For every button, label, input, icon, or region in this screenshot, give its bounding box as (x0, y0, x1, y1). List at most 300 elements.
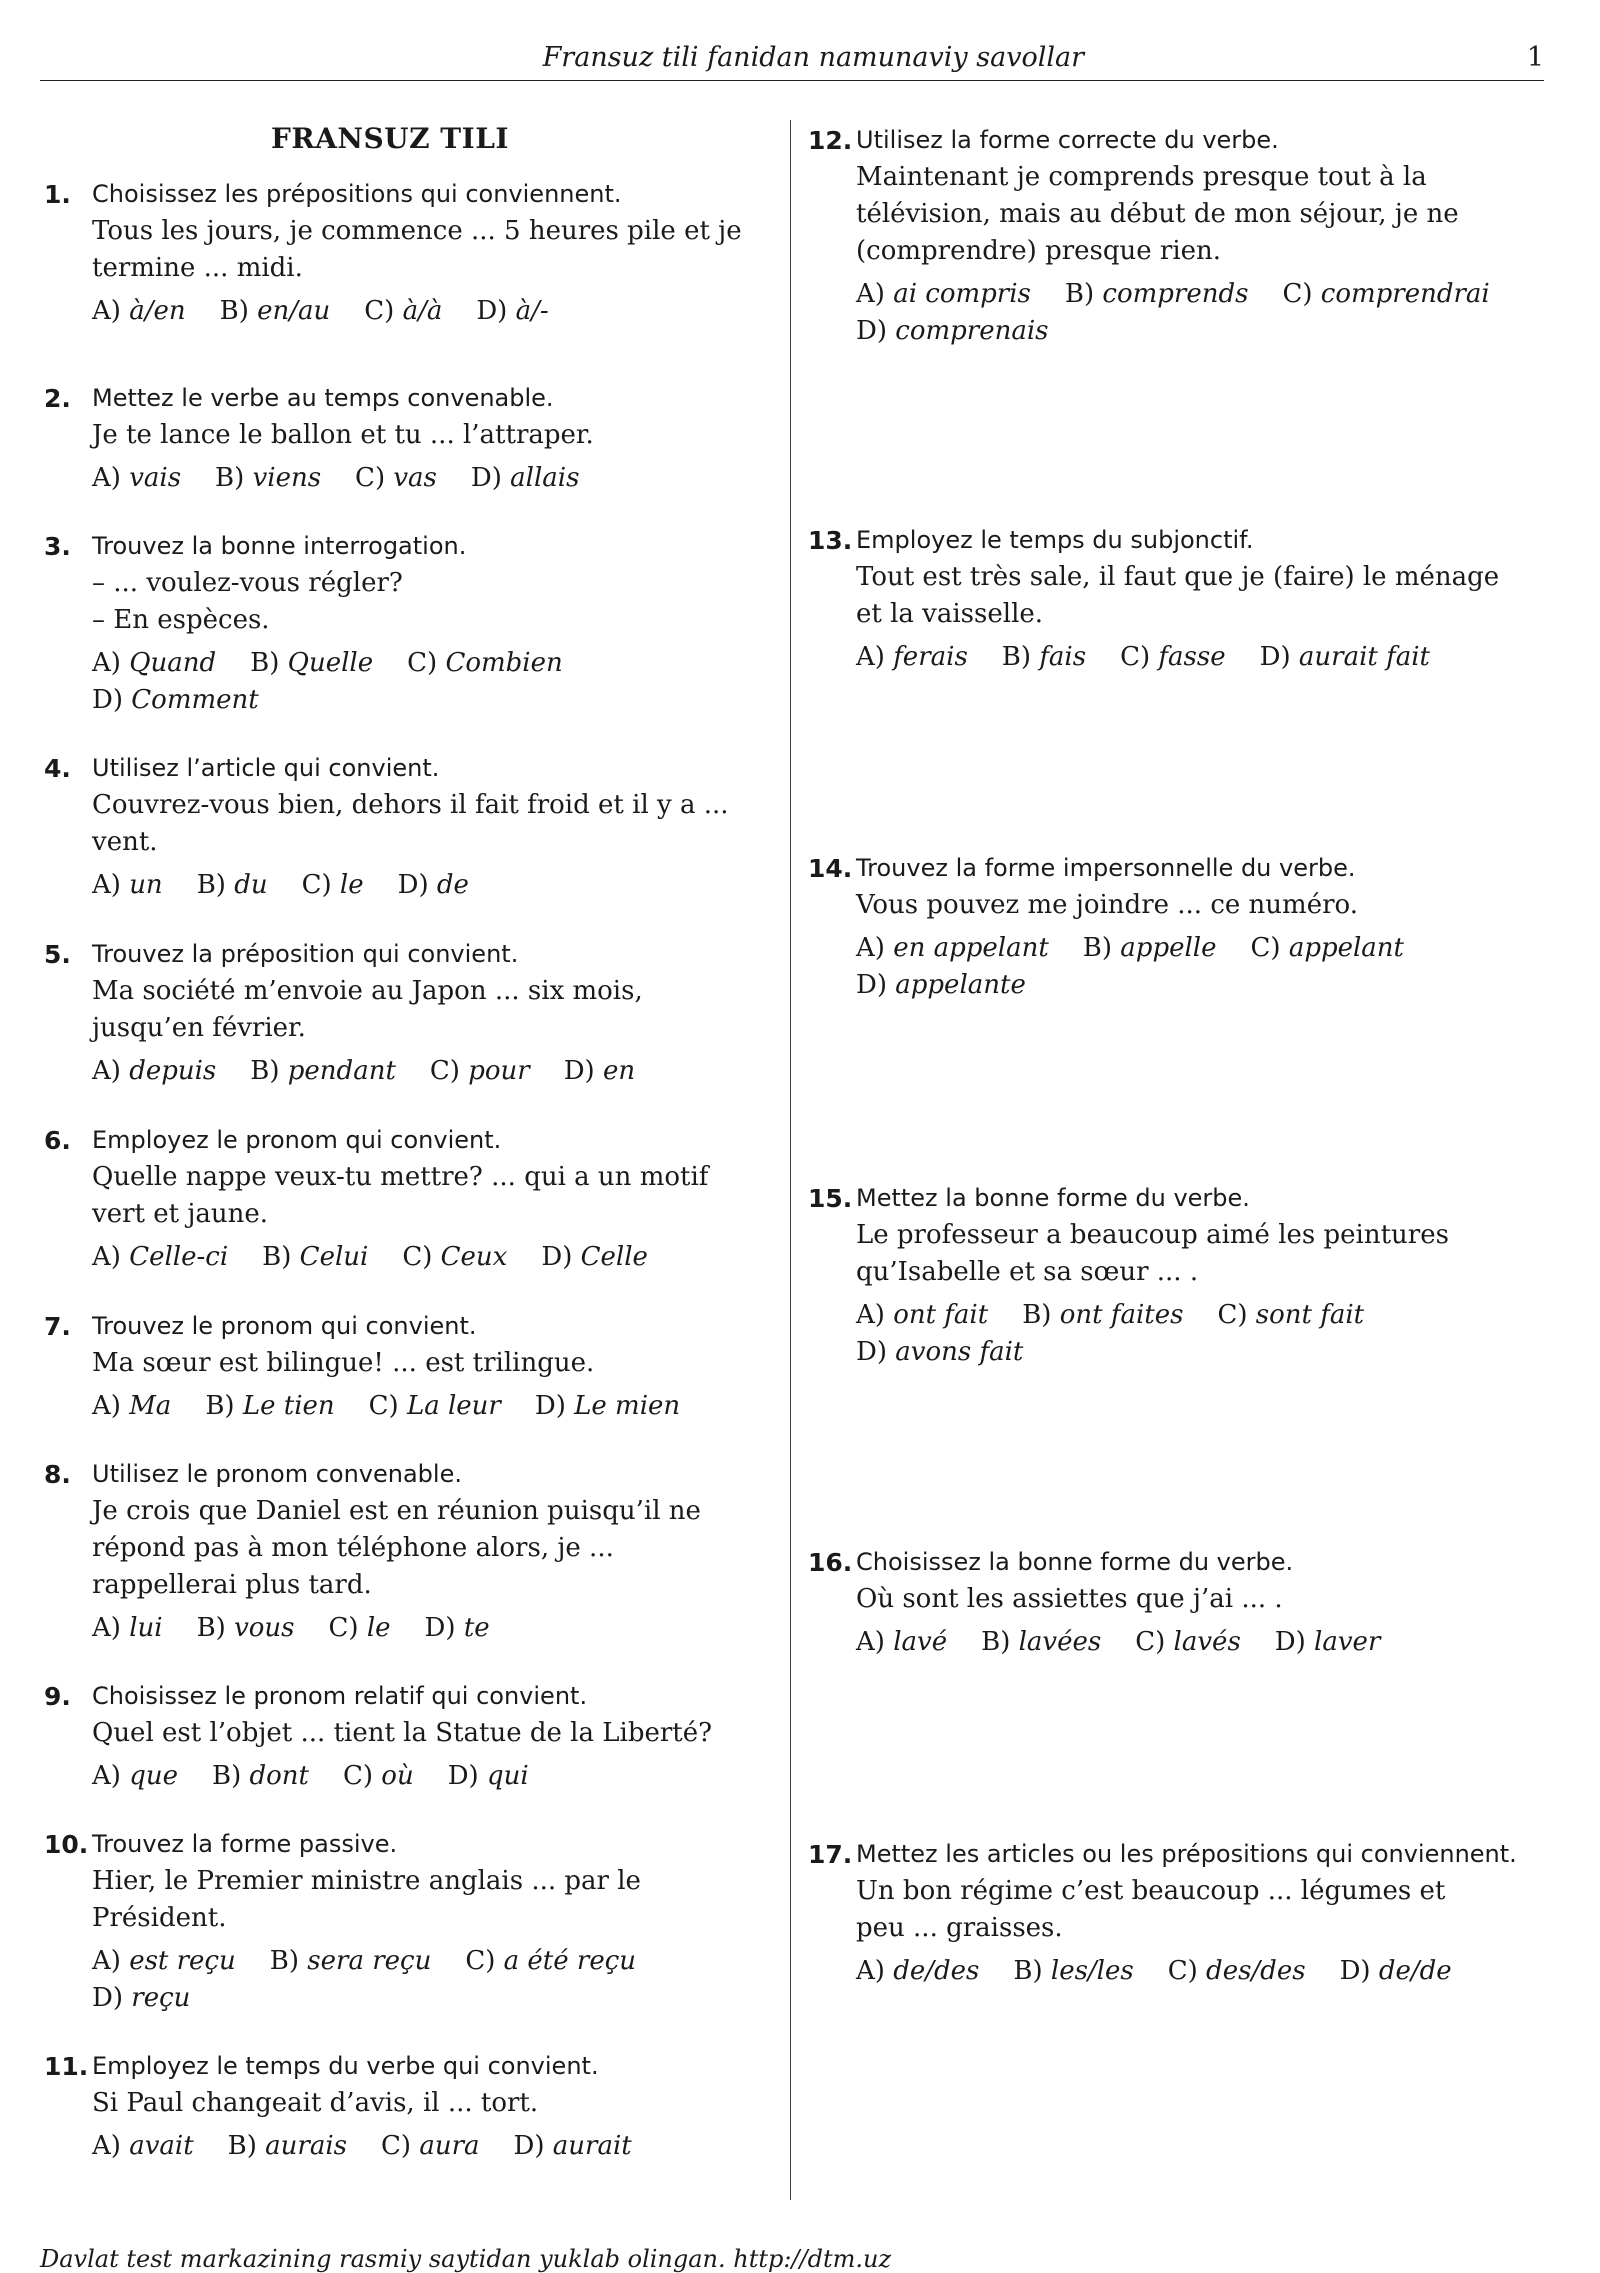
question-text-line: – En espèces. (92, 605, 270, 635)
option-value: Le tien (242, 1391, 335, 1421)
option-letter: D) (534, 1391, 575, 1421)
answer-option[interactable] (228, 2128, 347, 2165)
answer-option[interactable] (564, 1053, 635, 1090)
option-letter: D) (470, 463, 511, 493)
answer-option[interactable] (856, 313, 1049, 350)
answer-option[interactable] (407, 645, 563, 682)
option-value: Celle-ci (129, 1242, 229, 1272)
question-text-line: Si Paul changeait d’avis, il ... tort. (92, 2088, 539, 2118)
question (44, 2048, 744, 2165)
question-text-line: Quelle nappe veux-tu mettre? ... qui a un motif (92, 1162, 709, 1192)
question-number: 1. (44, 180, 71, 209)
option-value: lavées (1018, 1627, 1102, 1657)
answer-option[interactable] (92, 645, 216, 682)
option-letter: C) (402, 1242, 441, 1272)
option-value: sera reçu (307, 1946, 432, 1976)
answer-option[interactable] (302, 867, 364, 904)
question (44, 528, 744, 719)
option-letter: D) (397, 870, 437, 900)
answer-option[interactable] (514, 2128, 632, 2165)
option-letter: B) (250, 1056, 288, 1086)
question-instruction: Employez le temps du verbe qui convient. (92, 2052, 599, 2080)
question-text-line: Maintenant je comprends presque tout à la (856, 162, 1427, 192)
page-number: 1 (1526, 42, 1544, 73)
answer-option[interactable] (197, 867, 268, 904)
option-value: allais (510, 463, 580, 493)
question-text-line: et la vaisselle. (856, 599, 1044, 629)
option-value: Celui (299, 1242, 369, 1272)
option-letter: B) (196, 1613, 235, 1643)
option-value: Combien (445, 648, 563, 678)
option-value: avait (129, 2131, 194, 2161)
option-letter: D) (856, 316, 896, 346)
option-letter: B) (205, 1391, 243, 1421)
option-letter: C) (368, 1391, 407, 1421)
answer-option[interactable] (1168, 1953, 1306, 1990)
question-text-line: (comprendre) presque rien. (856, 236, 1222, 266)
question-text (92, 1863, 744, 1937)
question-number: 12. (808, 126, 853, 155)
question-instruction: Utilisez l’article qui convient. (92, 754, 440, 782)
answer-option[interactable] (856, 1334, 1023, 1371)
question-text-line: Tout est très sale, il faut que je (faire) le ménage (856, 562, 1500, 592)
question-instruction: Mettez la bonne forme du verbe. (856, 1184, 1250, 1212)
option-letter: A) (856, 1627, 894, 1657)
footer-note: Davlat test markazining rasmiy saytidan yuklab olingan. http://dtm.uz (40, 2245, 892, 2273)
answer-option[interactable] (856, 967, 1026, 1004)
answer-options (92, 645, 744, 719)
answer-option[interactable] (1135, 1624, 1241, 1661)
option-letter: A) (856, 279, 894, 309)
answer-option[interactable] (197, 1610, 295, 1647)
question (808, 1544, 1548, 1661)
option-value: des/des (1206, 1956, 1306, 1986)
option-value: ont fait (893, 1300, 989, 1330)
option-letter: A) (92, 1056, 130, 1086)
option-value: le (366, 1613, 391, 1643)
option-letter: A) (856, 642, 894, 672)
answer-option[interactable] (856, 639, 968, 676)
answer-option[interactable] (92, 867, 163, 904)
option-value: fasse (1158, 642, 1226, 672)
answer-option[interactable] (856, 1624, 947, 1661)
option-value: aurait fait (1298, 642, 1430, 672)
option-letter: A) (856, 1956, 894, 1986)
question-instruction: Employez le temps du subjonctif. (856, 526, 1254, 554)
question-number: 16. (808, 1548, 853, 1577)
answer-option[interactable] (465, 1943, 636, 1980)
answer-option[interactable] (471, 460, 580, 497)
option-value: où (381, 1761, 414, 1791)
option-value: Ma (129, 1391, 172, 1421)
option-letter: A) (856, 933, 894, 963)
answer-options (92, 1239, 744, 1276)
question-instruction: Choisissez le pronom relatif qui convient. (92, 1682, 588, 1710)
question (44, 750, 744, 904)
option-value: en appelant (893, 933, 1049, 963)
answer-options (856, 1624, 1548, 1661)
answer-option[interactable] (856, 1953, 979, 1990)
question-number: 14. (808, 854, 853, 883)
answer-option[interactable] (355, 460, 437, 497)
option-letter: A) (92, 463, 130, 493)
option-letter: D) (92, 685, 132, 715)
option-letter: C) (465, 1946, 504, 1976)
question-text (92, 213, 744, 287)
option-value: de/de (1378, 1956, 1452, 1986)
option-letter: B) (211, 1761, 250, 1791)
option-letter: A) (92, 648, 130, 678)
question-text (856, 1581, 1548, 1618)
answer-option[interactable] (92, 293, 186, 330)
answer-option[interactable] (981, 1624, 1101, 1661)
option-letter: C) (364, 296, 403, 326)
column-divider (790, 120, 791, 2200)
question-text (856, 159, 1548, 270)
answer-option[interactable] (343, 1758, 414, 1795)
answer-options (92, 1053, 744, 1090)
option-value: Comment (131, 685, 259, 715)
option-value: Quand (129, 648, 217, 678)
answer-option[interactable] (402, 1239, 507, 1276)
question-text (856, 1217, 1548, 1291)
header-title: Fransuz tili fanidan namunaviy savollar (542, 42, 1084, 73)
answer-option[interactable] (92, 1943, 236, 1980)
option-letter: C) (1217, 1300, 1256, 1330)
question-number: 6. (44, 1126, 71, 1155)
question-text-line: Ma sœur est bilingue! ... est trilingue. (92, 1348, 595, 1378)
question-text-line: Vous pouvez me joindre ... ce numéro. (856, 890, 1358, 920)
answer-option[interactable] (262, 1239, 368, 1276)
answer-option[interactable] (92, 460, 181, 497)
answer-options (92, 1758, 744, 1795)
question-number: 8. (44, 1460, 71, 1489)
question-text-line: Tous les jours, je commence ... 5 heures pile et je (92, 216, 742, 246)
option-value: appelant (1288, 933, 1404, 963)
option-value: appelle (1120, 933, 1217, 963)
answer-options (856, 1953, 1548, 1990)
answer-option[interactable] (381, 2128, 480, 2165)
answer-option[interactable] (92, 2128, 194, 2165)
option-value: vais (129, 463, 182, 493)
option-value: du (234, 870, 268, 900)
option-value: appelante (895, 970, 1026, 1000)
answer-option[interactable] (212, 1758, 309, 1795)
question-instruction: Mettez le verbe au temps convenable. (92, 384, 554, 412)
question-number: 11. (44, 2052, 89, 2081)
option-value: sont fait (1255, 1300, 1365, 1330)
option-letter: C) (301, 870, 340, 900)
option-value: La leur (406, 1391, 501, 1421)
answer-option[interactable] (205, 1388, 334, 1425)
option-value: comprends (1102, 279, 1249, 309)
question (808, 1836, 1548, 1990)
answer-option[interactable] (364, 293, 442, 330)
question-text (856, 1873, 1548, 1947)
option-value: laver (1314, 1627, 1381, 1657)
option-letter: D) (856, 1337, 896, 1367)
answer-option[interactable] (1013, 1953, 1133, 1990)
answer-option[interactable] (1282, 276, 1489, 313)
question-text-line: Je te lance le ballon et tu ... l’attraper. (92, 420, 594, 450)
option-letter: D) (92, 1983, 132, 2013)
page-header (40, 42, 1544, 80)
question-text-line: vent. (92, 827, 158, 857)
question (44, 380, 744, 497)
option-letter: C) (1120, 642, 1159, 672)
question-text-line: peu ... graisses. (856, 1913, 1063, 1943)
question-text-line: qu’Isabelle et sa sœur ... . (856, 1257, 1199, 1287)
answer-option[interactable] (856, 276, 1031, 313)
answer-option[interactable] (215, 460, 321, 497)
question-text-line: Hier, le Premier ministre anglais ... par le (92, 1866, 641, 1896)
answer-options (92, 1388, 744, 1425)
option-letter: B) (196, 870, 235, 900)
question-number: 17. (808, 1840, 853, 1869)
question-instruction: Trouvez le pronom qui convient. (92, 1312, 477, 1340)
option-letter: D) (1274, 1627, 1315, 1657)
option-letter: D) (424, 1613, 464, 1643)
option-value: depuis (129, 1056, 217, 1086)
option-value: que (129, 1761, 178, 1791)
option-letter: B) (1022, 1300, 1060, 1330)
option-value: comprendrai (1320, 279, 1490, 309)
question (44, 1122, 744, 1276)
answer-option[interactable] (92, 1610, 163, 1647)
option-letter: A) (92, 1946, 130, 1976)
question-text-line: Je crois que Daniel est en réunion puisqu’il ne (92, 1496, 701, 1526)
option-letter: D) (1259, 642, 1299, 672)
answer-option[interactable] (448, 1758, 529, 1795)
option-letter: B) (1082, 933, 1121, 963)
option-letter: D) (513, 2131, 553, 2161)
option-value: lavés (1173, 1627, 1241, 1657)
answer-options (856, 930, 1548, 1004)
answer-options (92, 460, 744, 497)
answer-option[interactable] (270, 1943, 432, 1980)
answer-option[interactable] (476, 293, 548, 330)
question-text (92, 1345, 744, 1382)
option-letter: C) (429, 1056, 469, 1086)
question-instruction: Trouvez la préposition qui convient. (92, 940, 519, 968)
option-letter: C) (1250, 933, 1289, 963)
question (44, 1308, 744, 1425)
answer-options (856, 276, 1548, 350)
question-number: 4. (44, 754, 71, 783)
answer-option[interactable] (92, 1239, 228, 1276)
section-title: FRANSUZ TILI (270, 122, 509, 155)
answer-option[interactable] (1217, 1297, 1364, 1334)
answer-option[interactable] (92, 1980, 190, 2017)
option-letter: C) (1282, 279, 1321, 309)
question-number: 5. (44, 940, 71, 969)
question-text (92, 565, 744, 639)
question-instruction: Trouvez la bonne interrogation. (92, 532, 467, 560)
answer-options (856, 639, 1548, 676)
question-instruction: Employez le pronom qui convient. (92, 1126, 502, 1154)
question (44, 1678, 744, 1795)
option-value: les/les (1050, 1956, 1134, 1986)
answer-option[interactable] (1340, 1953, 1452, 1990)
option-value: est reçu (129, 1946, 236, 1976)
option-value: pendant (287, 1056, 396, 1086)
question-text-line: Couvrez-vous bien, dehors il fait froid et il y a ... (92, 790, 729, 820)
option-value: Le mien (574, 1391, 681, 1421)
question-text (92, 973, 744, 1047)
question-text-line: Où sont les assiettes que j’ai ... . (856, 1584, 1283, 1614)
question-instruction: Choisissez les prépositions qui conviennent. (92, 180, 622, 208)
option-value: en (602, 1056, 636, 1086)
question-number: 3. (44, 532, 71, 561)
option-letter: B) (1064, 279, 1103, 309)
answer-option[interactable] (1275, 1624, 1381, 1661)
question-number: 7. (44, 1312, 71, 1341)
question-number: 15. (808, 1184, 853, 1213)
option-letter: A) (92, 870, 130, 900)
option-value: à/- (515, 296, 549, 326)
option-value: pour (468, 1056, 530, 1086)
answer-option[interactable] (220, 293, 331, 330)
question-text (856, 559, 1548, 633)
question-number: 9. (44, 1682, 71, 1711)
option-letter: A) (92, 1242, 130, 1272)
option-value: lavé (893, 1627, 948, 1657)
option-value: à/en (129, 296, 186, 326)
answer-option[interactable] (535, 1388, 680, 1425)
answer-option[interactable] (398, 867, 469, 904)
answer-option[interactable] (250, 645, 373, 682)
option-value: en/au (257, 296, 331, 326)
option-letter: D) (447, 1761, 487, 1791)
question-text-line: jusqu’en février. (92, 1013, 306, 1043)
answer-option[interactable] (425, 1610, 490, 1647)
option-value: ai compris (893, 279, 1031, 309)
option-letter: D) (856, 970, 896, 1000)
option-letter: A) (92, 1613, 130, 1643)
answer-option[interactable] (541, 1239, 648, 1276)
answer-option[interactable] (1260, 639, 1430, 676)
answer-option[interactable] (856, 930, 1049, 967)
question-text-line: vert et jaune. (92, 1199, 269, 1229)
option-value: Ceux (440, 1242, 508, 1272)
option-value: aurait (552, 2131, 632, 2161)
option-letter: B) (262, 1242, 300, 1272)
answer-option[interactable] (430, 1053, 530, 1090)
answer-option[interactable] (1022, 1297, 1183, 1334)
option-value: vas (393, 463, 437, 493)
option-value: lui (129, 1613, 163, 1643)
answer-option[interactable] (856, 1297, 988, 1334)
option-value: aurais (265, 2131, 348, 2161)
answer-options (92, 293, 744, 330)
option-letter: A) (92, 1391, 130, 1421)
question-text (92, 417, 744, 454)
option-letter: A) (856, 1300, 894, 1330)
option-value: qui (486, 1761, 529, 1791)
option-value: Celle (580, 1242, 648, 1272)
answer-options (92, 867, 744, 904)
answer-options (856, 1297, 1548, 1371)
question (808, 850, 1548, 1004)
option-letter: B) (1013, 1956, 1051, 1986)
answer-option[interactable] (250, 1053, 396, 1090)
question-instruction: Choisissez la bonne forme du verbe. (856, 1548, 1294, 1576)
answer-option[interactable] (369, 1388, 501, 1425)
option-value: comprenais (895, 316, 1049, 346)
answer-option[interactable] (1251, 930, 1405, 967)
answer-option[interactable] (1120, 639, 1226, 676)
question-text-line: termine ... midi. (92, 253, 303, 283)
option-letter: B) (981, 1627, 1019, 1657)
answer-option[interactable] (1002, 639, 1086, 676)
option-letter: B) (219, 296, 258, 326)
answer-option[interactable] (92, 1388, 171, 1425)
option-letter: D) (1339, 1956, 1379, 1986)
question-text (856, 887, 1548, 924)
option-value: de (436, 870, 469, 900)
answer-options (92, 1943, 744, 2017)
question-text-line: télévision, mais au début de mon séjour, je ne (856, 199, 1459, 229)
question-instruction: Utilisez le pronom convenable. (92, 1460, 462, 1488)
question-number: 10. (44, 1830, 89, 1859)
option-letter: B) (227, 2131, 266, 2161)
question-text-line: – ... voulez-vous régler? (92, 568, 403, 598)
question-number: 2. (44, 384, 71, 413)
option-value: dont (249, 1761, 309, 1791)
question-text-line: rappellerai plus tard. (92, 1570, 372, 1600)
option-value: a été reçu (503, 1946, 637, 1976)
answer-options (92, 1610, 744, 1647)
question (808, 122, 1548, 350)
option-letter: D) (541, 1242, 581, 1272)
option-letter: B) (215, 463, 253, 493)
answer-option[interactable] (92, 682, 259, 719)
answer-option[interactable] (1065, 276, 1249, 313)
question-instruction: Trouvez la forme passive. (92, 1830, 398, 1858)
answer-option[interactable] (92, 1758, 178, 1795)
option-value: vous (234, 1613, 295, 1643)
question-instruction: Mettez les articles ou les prépositions qui conviennent. (856, 1840, 1517, 1868)
answer-option[interactable] (1083, 930, 1217, 967)
question (808, 1180, 1548, 1371)
question-text-line: Un bon régime c’est beaucoup ... légumes et (856, 1876, 1446, 1906)
option-letter: C) (1167, 1956, 1207, 1986)
option-letter: C) (381, 2131, 420, 2161)
question (44, 936, 744, 1090)
option-letter: C) (407, 648, 446, 678)
option-letter: A) (92, 1761, 130, 1791)
question-instruction: Trouvez la forme impersonnelle du verbe. (856, 854, 1356, 882)
option-letter: C) (328, 1613, 367, 1643)
option-value: le (339, 870, 364, 900)
answer-option[interactable] (329, 1610, 391, 1647)
option-value: fais (1039, 642, 1087, 672)
question-text-line: Le professeur a beaucoup aimé les peintures (856, 1220, 1449, 1250)
option-value: un (129, 870, 163, 900)
header-rule (40, 80, 1544, 81)
option-letter: A) (92, 296, 130, 326)
option-letter: C) (355, 463, 394, 493)
option-letter: B) (250, 648, 288, 678)
question-text (92, 1493, 744, 1604)
question-text (92, 1159, 744, 1233)
question-instruction: Utilisez la forme correcte du verbe. (856, 126, 1279, 154)
answer-option[interactable] (92, 1053, 216, 1090)
question (44, 176, 744, 330)
answer-options (92, 2128, 744, 2165)
option-value: ont faites (1059, 1300, 1184, 1330)
question-number: 13. (808, 526, 853, 555)
